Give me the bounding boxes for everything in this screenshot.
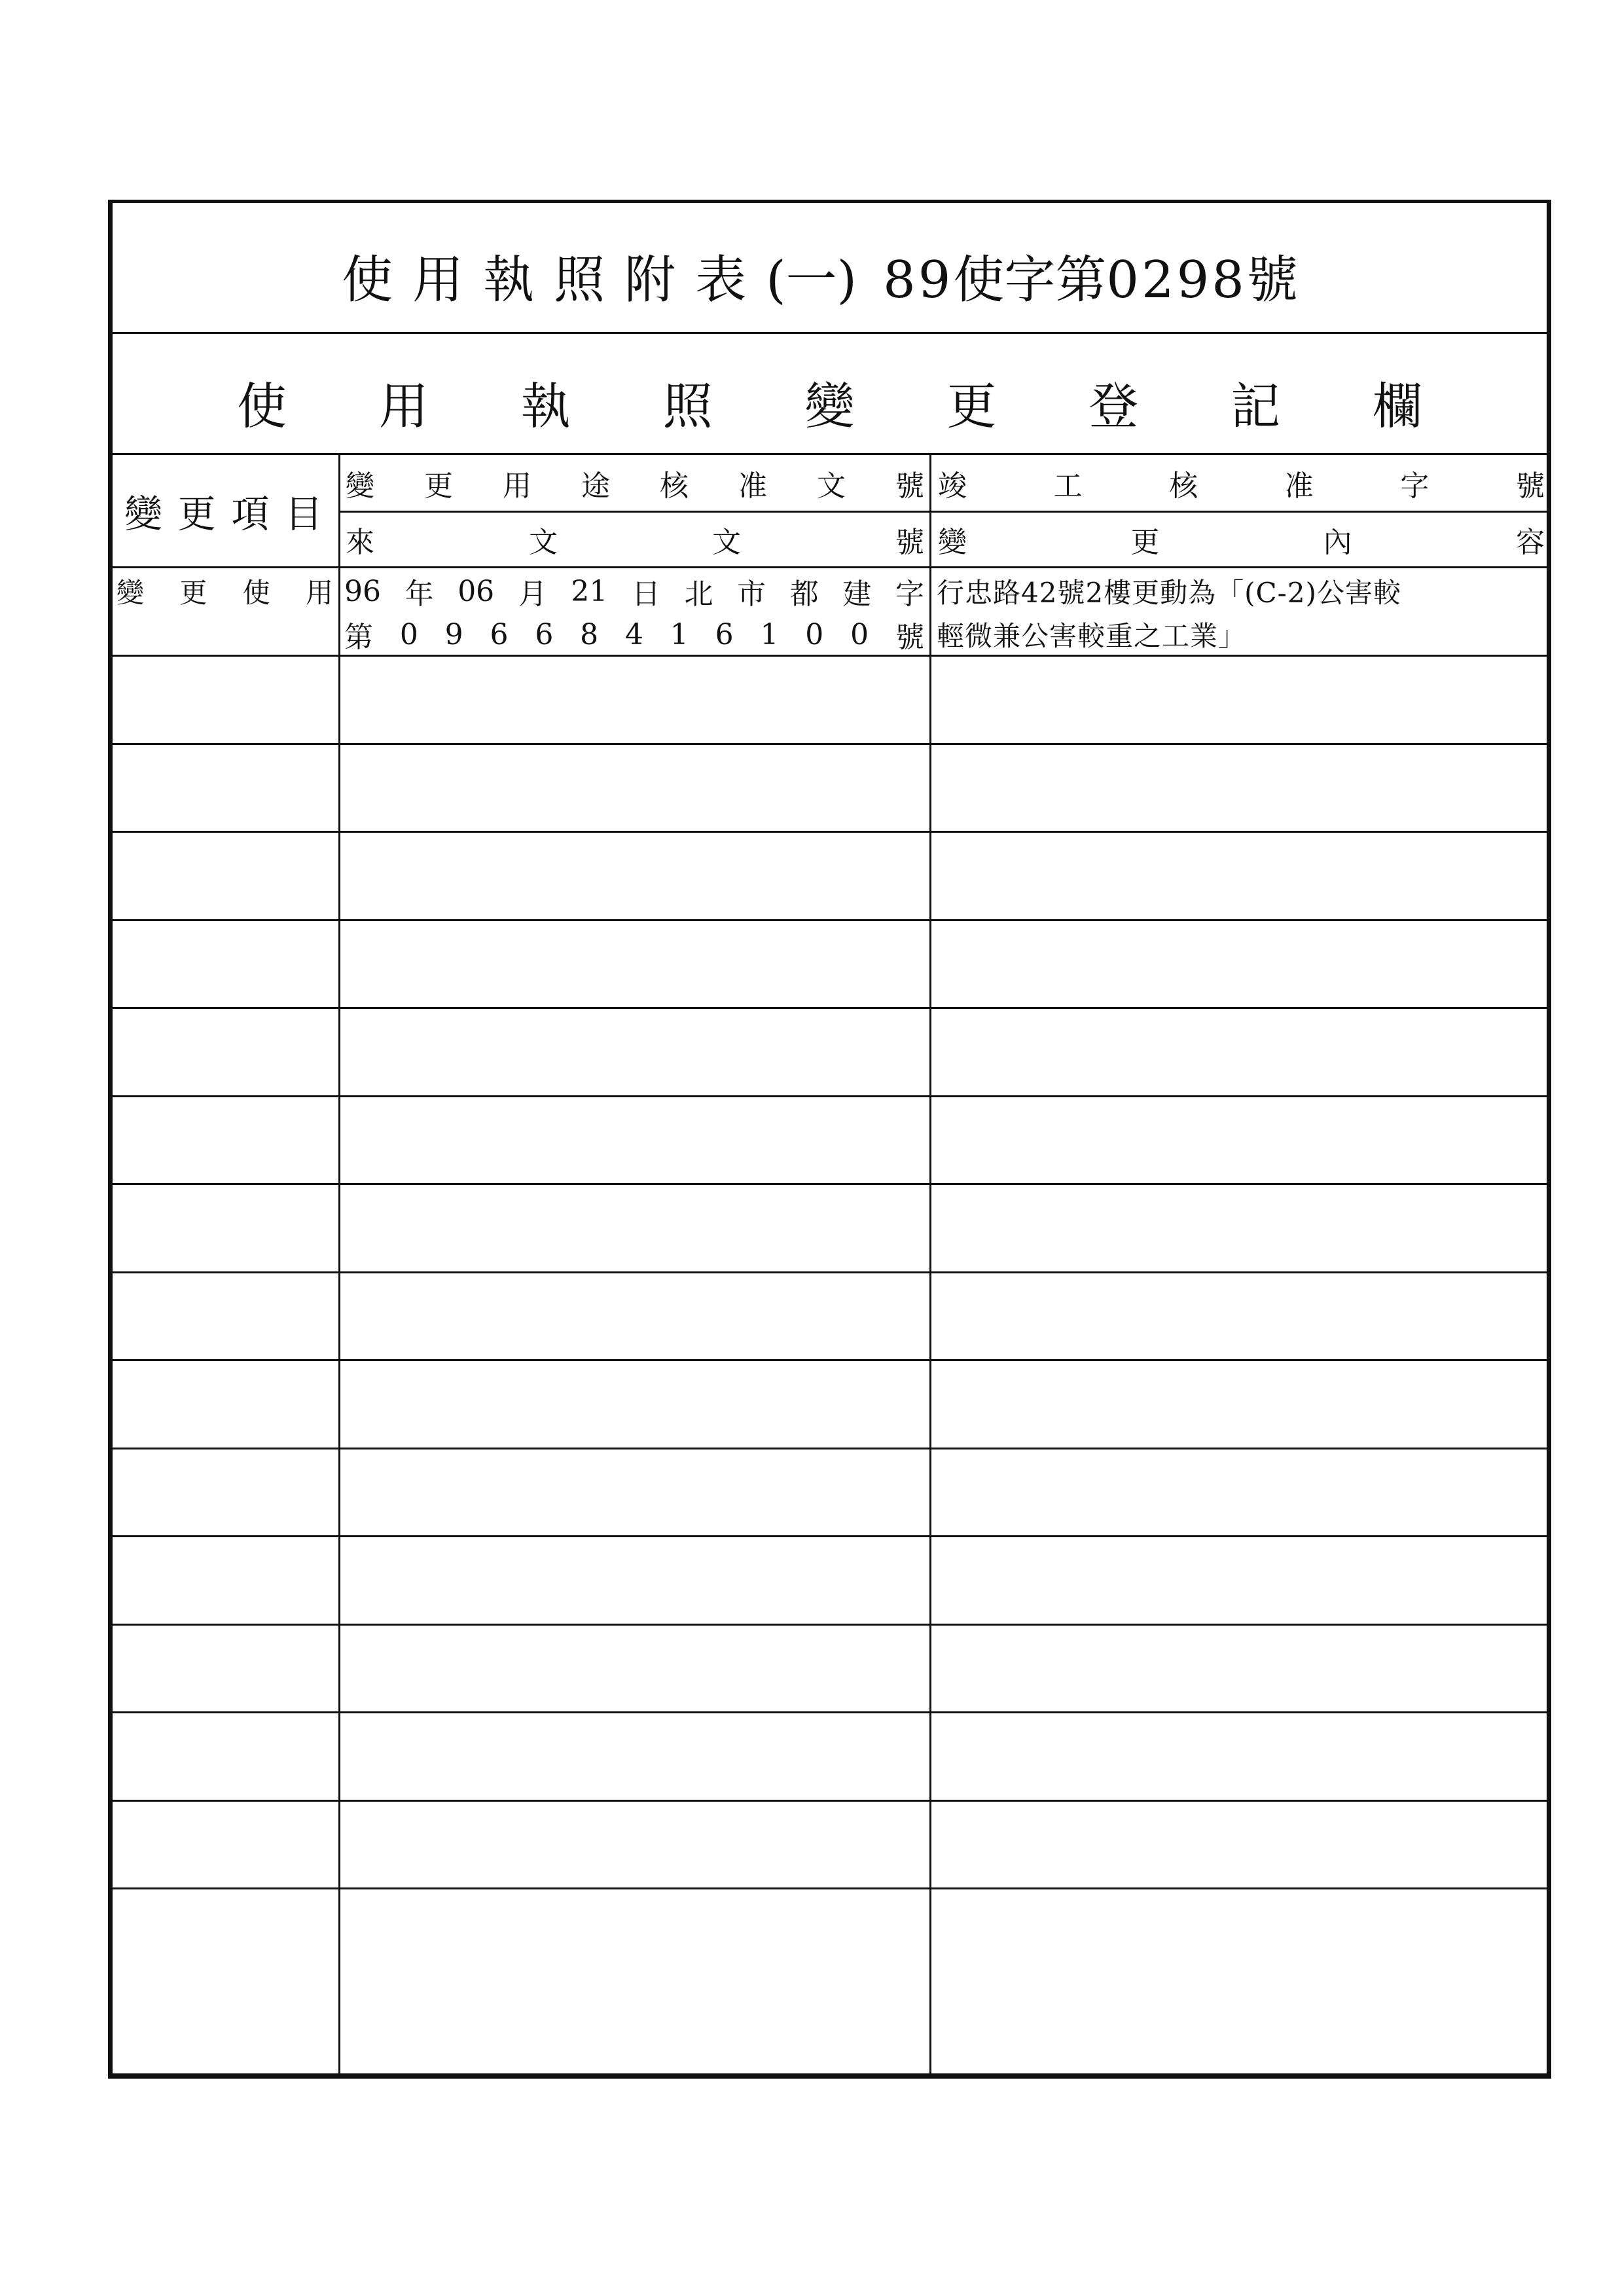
entry-doc-line-2 [340,614,929,655]
entry-doc-line-1 [340,568,929,614]
license-form-frame [108,200,1551,2079]
header-char: 變 [346,469,374,503]
header-char: 項 [231,492,274,536]
header-char: 字 [1400,469,1429,503]
subtitle-char: 變 [804,377,855,435]
title-char: 89 [883,251,954,310]
subtitle-char: 執 [520,377,571,435]
header-incoming-doc-no [340,513,929,566]
entry-char: 6 [715,617,734,651]
header-completion-no [931,455,1550,511]
row-divider [113,1271,1547,1273]
header-char: 文 [712,526,741,559]
title-char: 執 [483,251,554,310]
header-char: 准 [1284,469,1314,503]
entry-char: 6 [490,617,509,651]
entry-char: 建 [842,577,872,611]
column-divider [338,455,340,2073]
subtitle-char: 登 [1088,377,1139,435]
row-divider [113,831,1547,833]
title-char: 號 [1246,251,1318,310]
entry-char: 0 [805,617,824,651]
header-char: 變 [938,526,967,559]
title-char: 使 [342,251,413,310]
entry-char: 第 [344,621,373,654]
entry-char: 6 [535,617,554,651]
header-char: 號 [895,526,924,559]
header-char: 工 [1053,469,1083,503]
entry-char: 變 [117,577,145,609]
row-divider [113,1887,1547,1889]
header-approval-doc-no [340,455,929,511]
header-char: 號 [1515,469,1545,503]
header-char: 核 [660,469,689,503]
entry-char: 0 [850,617,869,651]
subtitle-char: 欄 [1373,377,1422,435]
header-change-content [931,513,1550,566]
entry-char: 年 [404,577,434,611]
header-char: 文 [529,526,558,559]
row-divider [113,1448,1547,1449]
header-char: 號 [895,469,924,503]
title-char: 用 [412,251,484,310]
entry-char: 06 [458,574,495,608]
title-char: (一) [766,251,857,310]
row-divider [113,1183,1547,1185]
row-divider [113,1095,1547,1097]
entry-char: 號 [895,621,924,654]
row-divider [113,1359,1547,1361]
header-char: 容 [1515,526,1545,559]
entry-char: 字 [895,577,924,611]
header-char: 更 [424,469,453,503]
entry-char: 日 [631,577,660,611]
header-char: 文 [817,469,846,503]
row-divider [113,1800,1547,1802]
header-char: 途 [581,469,610,503]
header-char: 來 [346,526,374,559]
header-char: 竣 [938,469,967,503]
header-char: 內 [1323,526,1352,559]
entry-char: 都 [789,577,819,611]
entry-char: 9 [444,617,463,651]
header-char: 更 [1130,526,1160,559]
entry-char: 1 [760,617,779,651]
row-divider [113,1007,1547,1009]
entry-char: 8 [580,617,599,651]
header-char: 准 [738,469,767,503]
subtitle-char: 記 [1231,377,1281,435]
entry-char: 北 [684,577,713,611]
header-char: 更 [177,492,220,536]
title-char: 照 [554,251,625,310]
form-subtitle [113,367,1547,438]
row-divider [113,1711,1547,1713]
title-char: 使字第 [953,251,1107,310]
subtitle-char: 使 [237,377,287,435]
subtitle-row [113,337,1547,455]
subtitle-char: 用 [378,377,429,435]
entry-char: 1 [670,617,689,651]
change-record-table [113,455,1547,2073]
title-char: 附 [624,251,696,310]
entry-char: 0 [399,617,418,651]
title-row [113,203,1547,334]
header-char: 用 [503,469,531,503]
title-char: 0298 [1106,251,1247,310]
subtitle-char: 照 [662,377,713,435]
entry-char: 月 [518,577,547,611]
header-change-item [113,455,338,566]
row-divider [113,743,1547,745]
row-divider [113,1535,1547,1537]
entry-change-item [113,568,338,614]
entry-char: 21 [571,574,608,608]
title-char: 表 [695,251,766,310]
row-divider [113,1624,1547,1626]
entry-char: 更 [179,577,207,609]
entry-char: 96 [344,574,381,608]
row-divider [113,919,1547,921]
entry-content-line-1: 行忠路42號2樓更動為「(C-2)公害較 [937,577,1401,609]
header-char: 目 [284,492,327,536]
entry-content-line-2: 輕微兼公害較重之工業」 [937,620,1247,652]
entry-char: 4 [624,617,643,651]
entry-char: 市 [737,577,766,611]
entry-char: 用 [305,577,333,609]
entry-char: 使 [242,577,270,609]
column-divider [929,455,931,2073]
form-title [113,239,1547,312]
header-char: 變 [124,492,167,536]
row-divider [113,655,1547,657]
header-char: 核 [1169,469,1198,503]
subtitle-char: 更 [946,377,997,435]
